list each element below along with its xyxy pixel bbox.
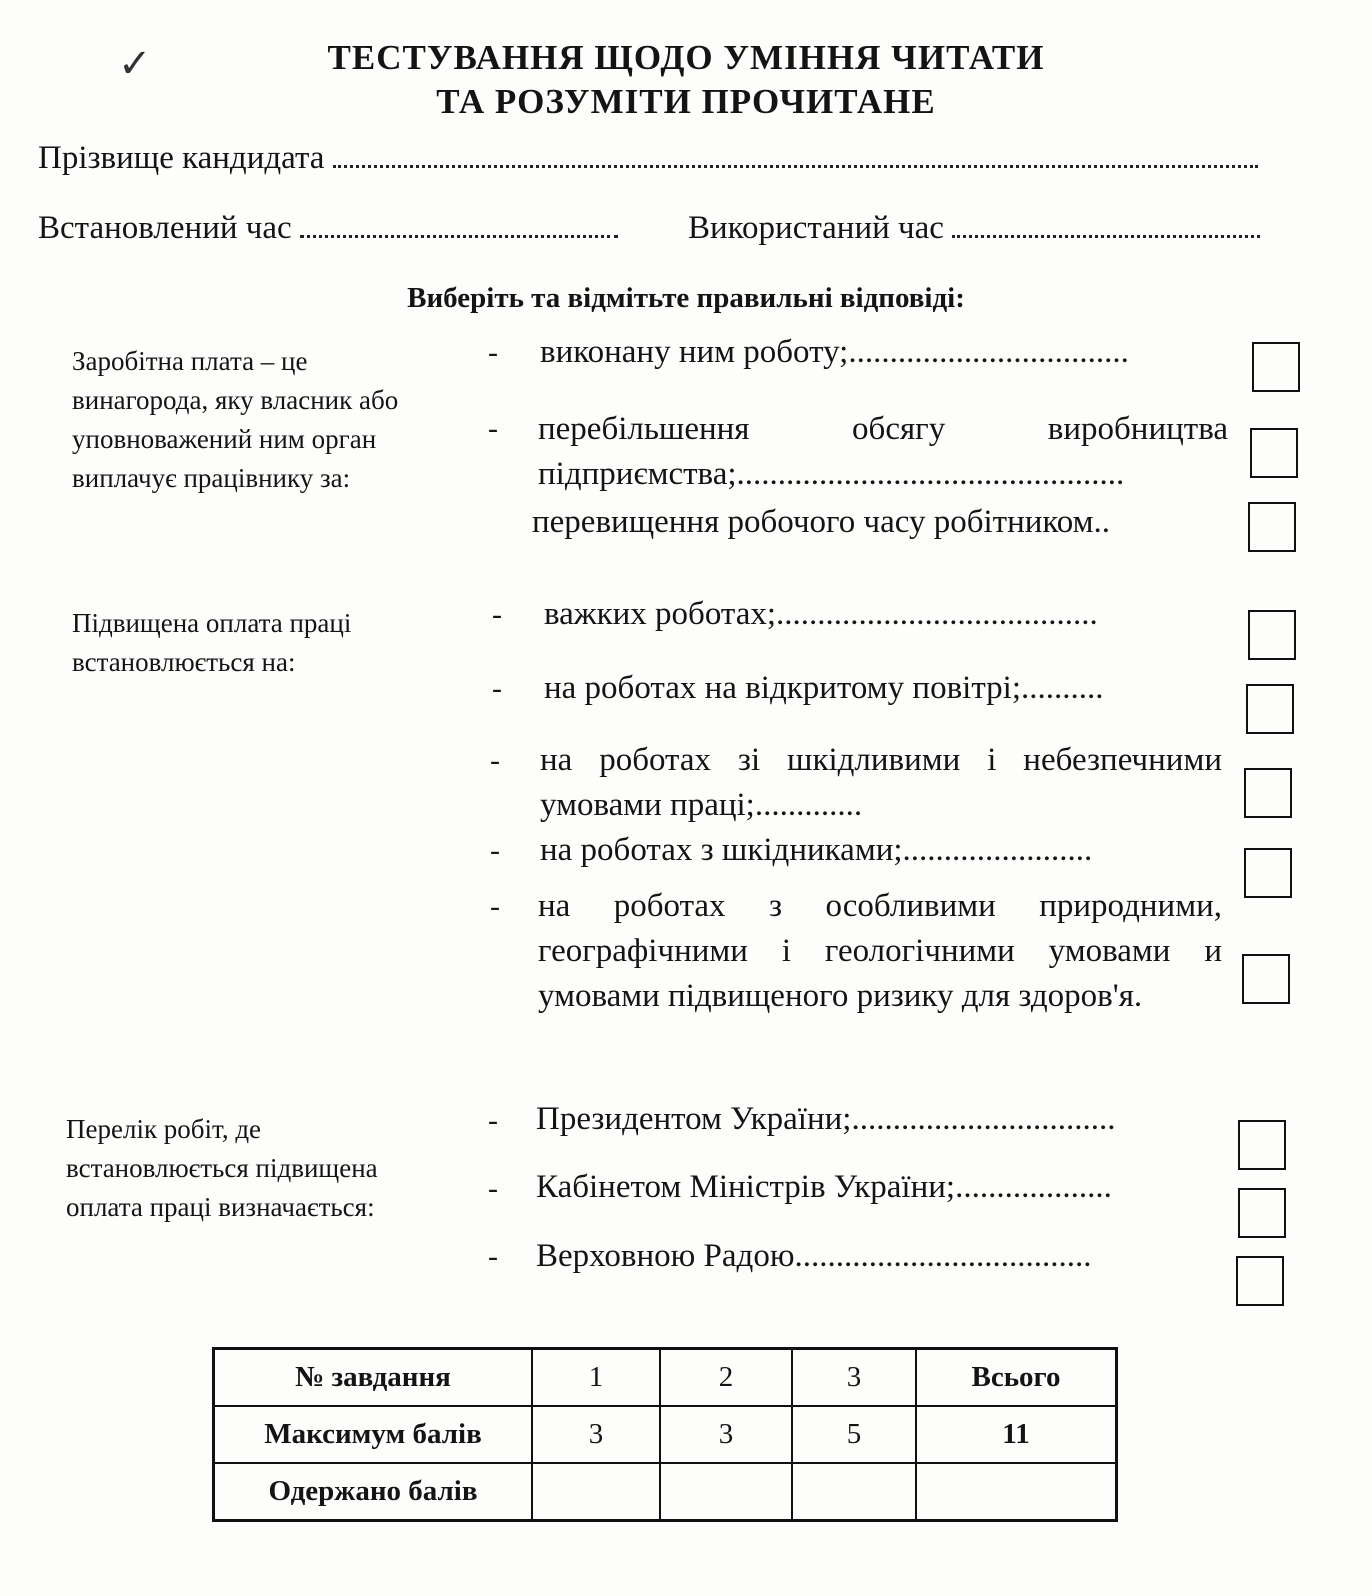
q3-option-1: Президентом України;................................ [536,1101,1116,1137]
total-header: Всього [916,1349,1117,1407]
question-2-prompt: Підвищена оплата праці встановлюється на: [72,608,352,677]
max-points-cell: 3 [660,1406,792,1463]
used-time-row [688,210,1260,247]
table-row [214,1463,1117,1521]
q3-option-1-checkbox[interactable] [1238,1120,1286,1170]
q1-option-1: виконану ним роботу;.................................. [540,334,1129,370]
max-points-header: Максимум балів [214,1406,533,1463]
instruction: Виберіть та відмітьте правильні відповіді: [407,282,965,314]
task-number-header: № завдання [214,1349,533,1407]
option-dash: - [488,1104,498,1137]
option-dash: - [490,890,500,923]
q3-option-2: Кабінетом Міністрів України;................... [536,1169,1112,1205]
option-dash: - [492,598,502,631]
q3-option-3: Верховною Радою.................................... [536,1238,1092,1274]
q2-option-5: на роботах з особливими природними, географічними і геологічними умовами и умовами підвищеного ризику для здоров'я. [538,888,1222,1014]
surname-field[interactable] [333,143,1258,168]
q2-option-4-checkbox[interactable] [1244,848,1292,898]
option-dash: - [490,744,500,777]
max-points-cell: 3 [532,1406,660,1463]
used-time-field[interactable] [952,213,1260,238]
q2-option-1: важких роботах;....................................... [544,596,1098,632]
question-1-prompt: Заробітна плата – це винагорода, яку власник або уповноважений ним орган виплачує працівнику за: [72,346,399,493]
q2-option-3: на роботах зі шкідливими і небезпечними умовами праці;............. [540,742,1222,823]
set-time-row [38,210,618,247]
option-dash: - [490,834,500,867]
page-title: ТЕСТУВАННЯ ЩОДО УМІННЯ ЧИТАТИ [327,38,1045,77]
used-time-label: Використаний час [688,210,944,246]
surname-label: Прізвище кандидата [38,140,325,176]
q1-option-2: перебільшення обсягу виробництва підприємства;............................................... [538,411,1228,492]
received-points-cell[interactable] [660,1463,792,1521]
task-1-cell: 1 [532,1349,660,1407]
q3-option-3-checkbox[interactable] [1236,1256,1284,1306]
q2-option-5-checkbox[interactable] [1242,954,1290,1004]
q2-option-3-checkbox[interactable] [1244,768,1292,818]
q2-option-4: на роботах з шкідниками;....................... [540,832,1093,868]
q1-option-3-checkbox[interactable] [1248,502,1296,552]
q2-option-1-checkbox[interactable] [1248,610,1296,660]
max-points-total: 11 [916,1406,1117,1463]
received-points-cell[interactable] [532,1463,660,1521]
task-2-cell: 2 [660,1349,792,1407]
q2-option-2-checkbox[interactable] [1246,684,1294,734]
q1-option-1-checkbox[interactable] [1252,342,1300,392]
q2-option-2: на роботах на відкритому повітрі;.......... [544,670,1104,706]
option-dash: - [488,336,498,369]
received-points-header: Одержано балів [214,1463,533,1521]
page-subtitle: ТА РОЗУМІТИ ПРОЧИТАНЕ [436,82,936,121]
task-3-cell: 3 [792,1349,916,1407]
table-row [214,1406,1117,1463]
score-table [212,1347,1118,1522]
max-points-cell: 5 [792,1406,916,1463]
received-points-cell[interactable] [792,1463,916,1521]
option-dash: - [488,1240,498,1273]
q1-option-3: перевищення робочого часу робітником.. [532,504,1111,540]
option-dash: - [492,672,502,705]
surname-row [38,140,1258,177]
option-dash: - [488,1172,498,1205]
question-3-prompt: Перелік робіт, де встановлюється підвищена оплата праці визначається: [66,1114,378,1222]
option-dash: - [488,412,498,445]
set-time-label: Встановлений час [38,210,292,246]
received-points-total[interactable] [916,1463,1117,1521]
set-time-field[interactable] [300,213,618,238]
q3-option-2-checkbox[interactable] [1238,1188,1286,1238]
pen-mark: ✓ [118,41,152,86]
q1-option-2-checkbox[interactable] [1250,428,1298,478]
table-row [214,1349,1117,1407]
